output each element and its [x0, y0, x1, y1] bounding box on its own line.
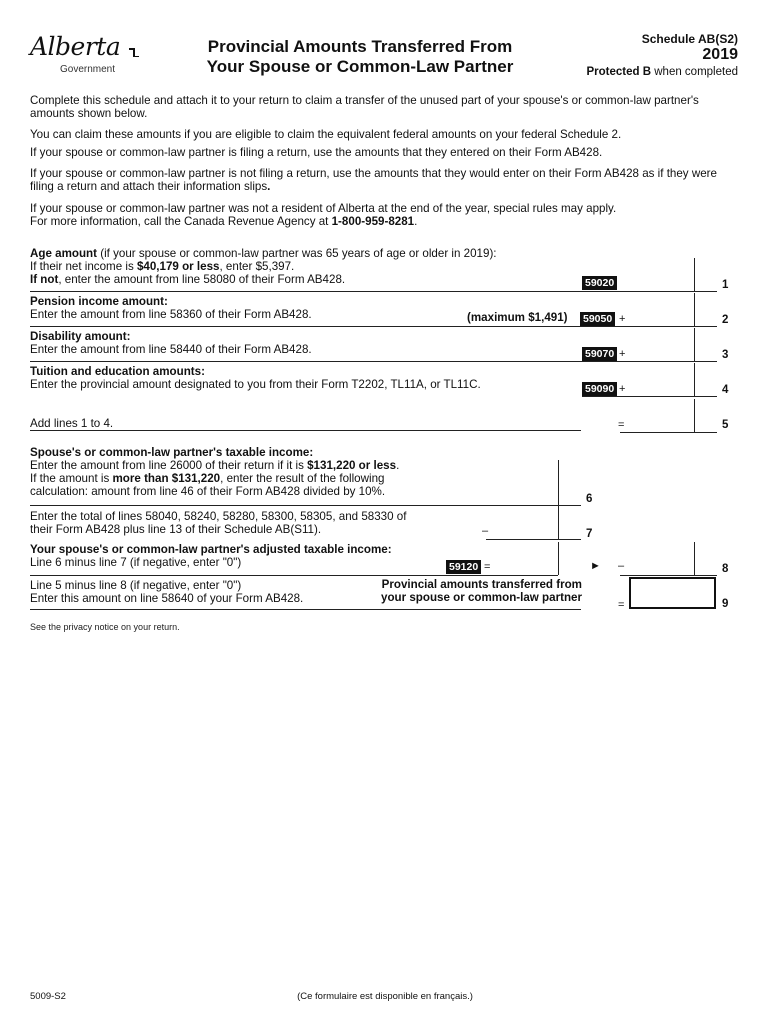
line9-text2: Enter this amount on line 58640 of your Form AB428.	[30, 592, 304, 605]
line4-text: Enter the provincial amount designated to you from their Form T2202, TL11A, or TL11C.	[30, 378, 481, 391]
line4-amount-field[interactable]	[630, 379, 694, 395]
line8-description	[30, 543, 392, 569]
intro-paragraph-6	[30, 215, 742, 228]
line2-code: 59050	[580, 312, 615, 326]
line8-code: 59120	[446, 560, 481, 574]
line2-plus: +	[619, 313, 626, 325]
alberta-logo-mark-icon	[128, 46, 140, 58]
line9-result-field[interactable]	[629, 577, 716, 609]
line6-amount-field[interactable]	[486, 486, 558, 502]
line6-text2c: .	[396, 459, 400, 472]
intro-paragraph-4	[30, 167, 742, 193]
line1-text2b: $40,179 or less	[136, 260, 220, 273]
intro-info-end: .	[414, 215, 418, 228]
intro-paragraph-2: You can claim these amounts if you are eligible to claim the equivalent federal amounts on your federal Schedule 2.	[30, 128, 622, 141]
line8-transfer-field[interactable]	[630, 557, 694, 573]
line6-text4: calculation: amount from line 46 of their Form AB428 divided by 10%.	[30, 485, 386, 498]
line2-number: 2	[722, 314, 729, 326]
line9-number: 9	[722, 598, 729, 610]
line8-arrow-icon: ►	[590, 560, 601, 572]
line3-number: 3	[722, 349, 729, 361]
intro-paragraph-5: If your spouse or common-law partner was not a resident of Alberta at the end of the year, special rules may apply.	[30, 202, 617, 215]
line6-text3c: , enter the result of the following	[220, 472, 385, 485]
line2-description	[30, 295, 312, 321]
line1-text3b: , enter the amount from line 58080 of their Form AB428.	[58, 273, 346, 286]
line4-description	[30, 365, 481, 391]
line2-text: Enter the amount from line 58360 of their Form AB428.	[30, 308, 312, 321]
line7-description	[30, 510, 406, 536]
line1-heading-rest: (if your spouse or common-law partner was 65 years of age or older in 2019):	[97, 247, 497, 260]
line6-number: 6	[586, 493, 593, 505]
line4-heading: Tuition and education amounts:	[30, 365, 205, 378]
line6-heading: Spouse's or common-law partner's taxable income:	[30, 446, 314, 459]
line7-amount-field[interactable]	[494, 521, 558, 537]
line1-number: 1	[722, 279, 729, 291]
line7-text2: their Form AB428 plus line 13 of their Schedule AB(S11).	[30, 523, 322, 536]
intro-paragraph-4-period: .	[267, 180, 271, 193]
line5-equals: =	[618, 419, 625, 431]
line5-total-field[interactable]	[630, 414, 694, 430]
intro-info-text: For more information, call the Canada Revenue Agency at	[30, 215, 332, 228]
line1-text2a: If their net income is	[30, 260, 137, 273]
line7-minus: –	[482, 525, 489, 537]
line2-amount-field[interactable]	[630, 309, 694, 325]
schedule-label: Schedule AB(S2)	[641, 32, 738, 46]
line3-plus: +	[619, 348, 626, 360]
line2-heading: Pension income amount:	[30, 295, 168, 308]
line5-number: 5	[722, 419, 729, 431]
line8-heading: Your spouse's or common-law partner's adjusted taxable income:	[30, 543, 392, 556]
line8-minus: –	[618, 560, 625, 572]
line6-text2b: $131,220 or less	[307, 459, 397, 472]
line3-heading: Disability amount:	[30, 330, 131, 343]
protected-b-notice	[587, 66, 739, 79]
line6-text3a: If the amount is	[30, 472, 113, 485]
line6-description	[30, 446, 399, 498]
line1-text3a: If not	[30, 273, 59, 286]
cra-phone-number: 1-800-959-8281	[331, 215, 415, 228]
line1-amount-field[interactable]	[620, 274, 694, 290]
line1-code: 59020	[582, 276, 617, 290]
line9-equals: =	[618, 599, 625, 611]
alberta-wordmark: Alberta	[30, 32, 121, 61]
schedule-year: 2019	[702, 46, 738, 63]
french-availability: (Ce formulaire est disponible en français.)	[297, 991, 473, 1002]
line9-label-line2: your spouse or common-law partner	[381, 591, 582, 604]
line5-text: Add lines 1 to 4.	[30, 417, 114, 430]
line6-text2a: Enter the amount from line 26000 of their return if it is	[30, 459, 308, 472]
line3-description	[30, 330, 312, 356]
line9-label-line1: Provincial amounts transferred from	[381, 578, 582, 591]
line3-code: 59070	[582, 347, 617, 361]
line3-amount-field[interactable]	[630, 344, 694, 360]
line1-text2c: , enter $5,397.	[219, 260, 295, 273]
line1-description	[30, 247, 497, 286]
line4-number: 4	[722, 384, 729, 396]
line3-text: Enter the amount from line 58440 of their Form AB428.	[30, 343, 312, 356]
line8-amount-field[interactable]	[494, 557, 558, 573]
line9-description	[30, 579, 303, 605]
line8-number: 8	[722, 563, 729, 575]
line7-number: 7	[586, 528, 593, 540]
protected-b-rest: when completed	[651, 66, 738, 78]
line2-maximum: (maximum $1,491)	[467, 311, 568, 324]
line4-code: 59090	[582, 382, 617, 396]
alberta-logo	[30, 33, 150, 81]
intro-paragraph-4-text: If your spouse or common-law partner is not filing a return, use the amounts that they would enter on their Form AB428 as if they were filing a return and attach their information slips	[30, 167, 717, 193]
alberta-subtitle: Government	[60, 64, 116, 75]
line9-result-label	[360, 578, 582, 604]
protected-b-label: Protected B	[586, 66, 652, 78]
line8-equals: =	[484, 561, 491, 573]
line6-text3b: more than $131,220	[112, 472, 221, 485]
intro-paragraph-3: If your spouse or common-law partner is filing a return, use the amounts that they entered on their Form AB428.	[30, 146, 603, 159]
privacy-notice: See the privacy notice on your return.	[30, 622, 180, 632]
line8-text: Line 6 minus line 7 (if negative, enter "0")	[30, 556, 242, 569]
form-title-line1: Provincial Amounts Transferred From	[207, 37, 513, 56]
line1-heading: Age amount	[30, 247, 97, 260]
line7-text1: Enter the total of lines 58040, 58240, 58280, 58300, 58305, and 58330 of	[30, 510, 407, 523]
line4-plus: +	[619, 383, 626, 395]
intro-paragraph-1: Complete this schedule and attach it to your return to claim a transfer of the unused part of your spouse's or common-law partner's amounts shown below.	[30, 94, 699, 120]
line9-text1: Line 5 minus line 8 (if negative, enter "0")	[30, 579, 242, 592]
form-number: 5009-S2	[30, 991, 66, 1002]
form-title-line2: Your Spouse or Common-Law Partner	[206, 57, 514, 76]
